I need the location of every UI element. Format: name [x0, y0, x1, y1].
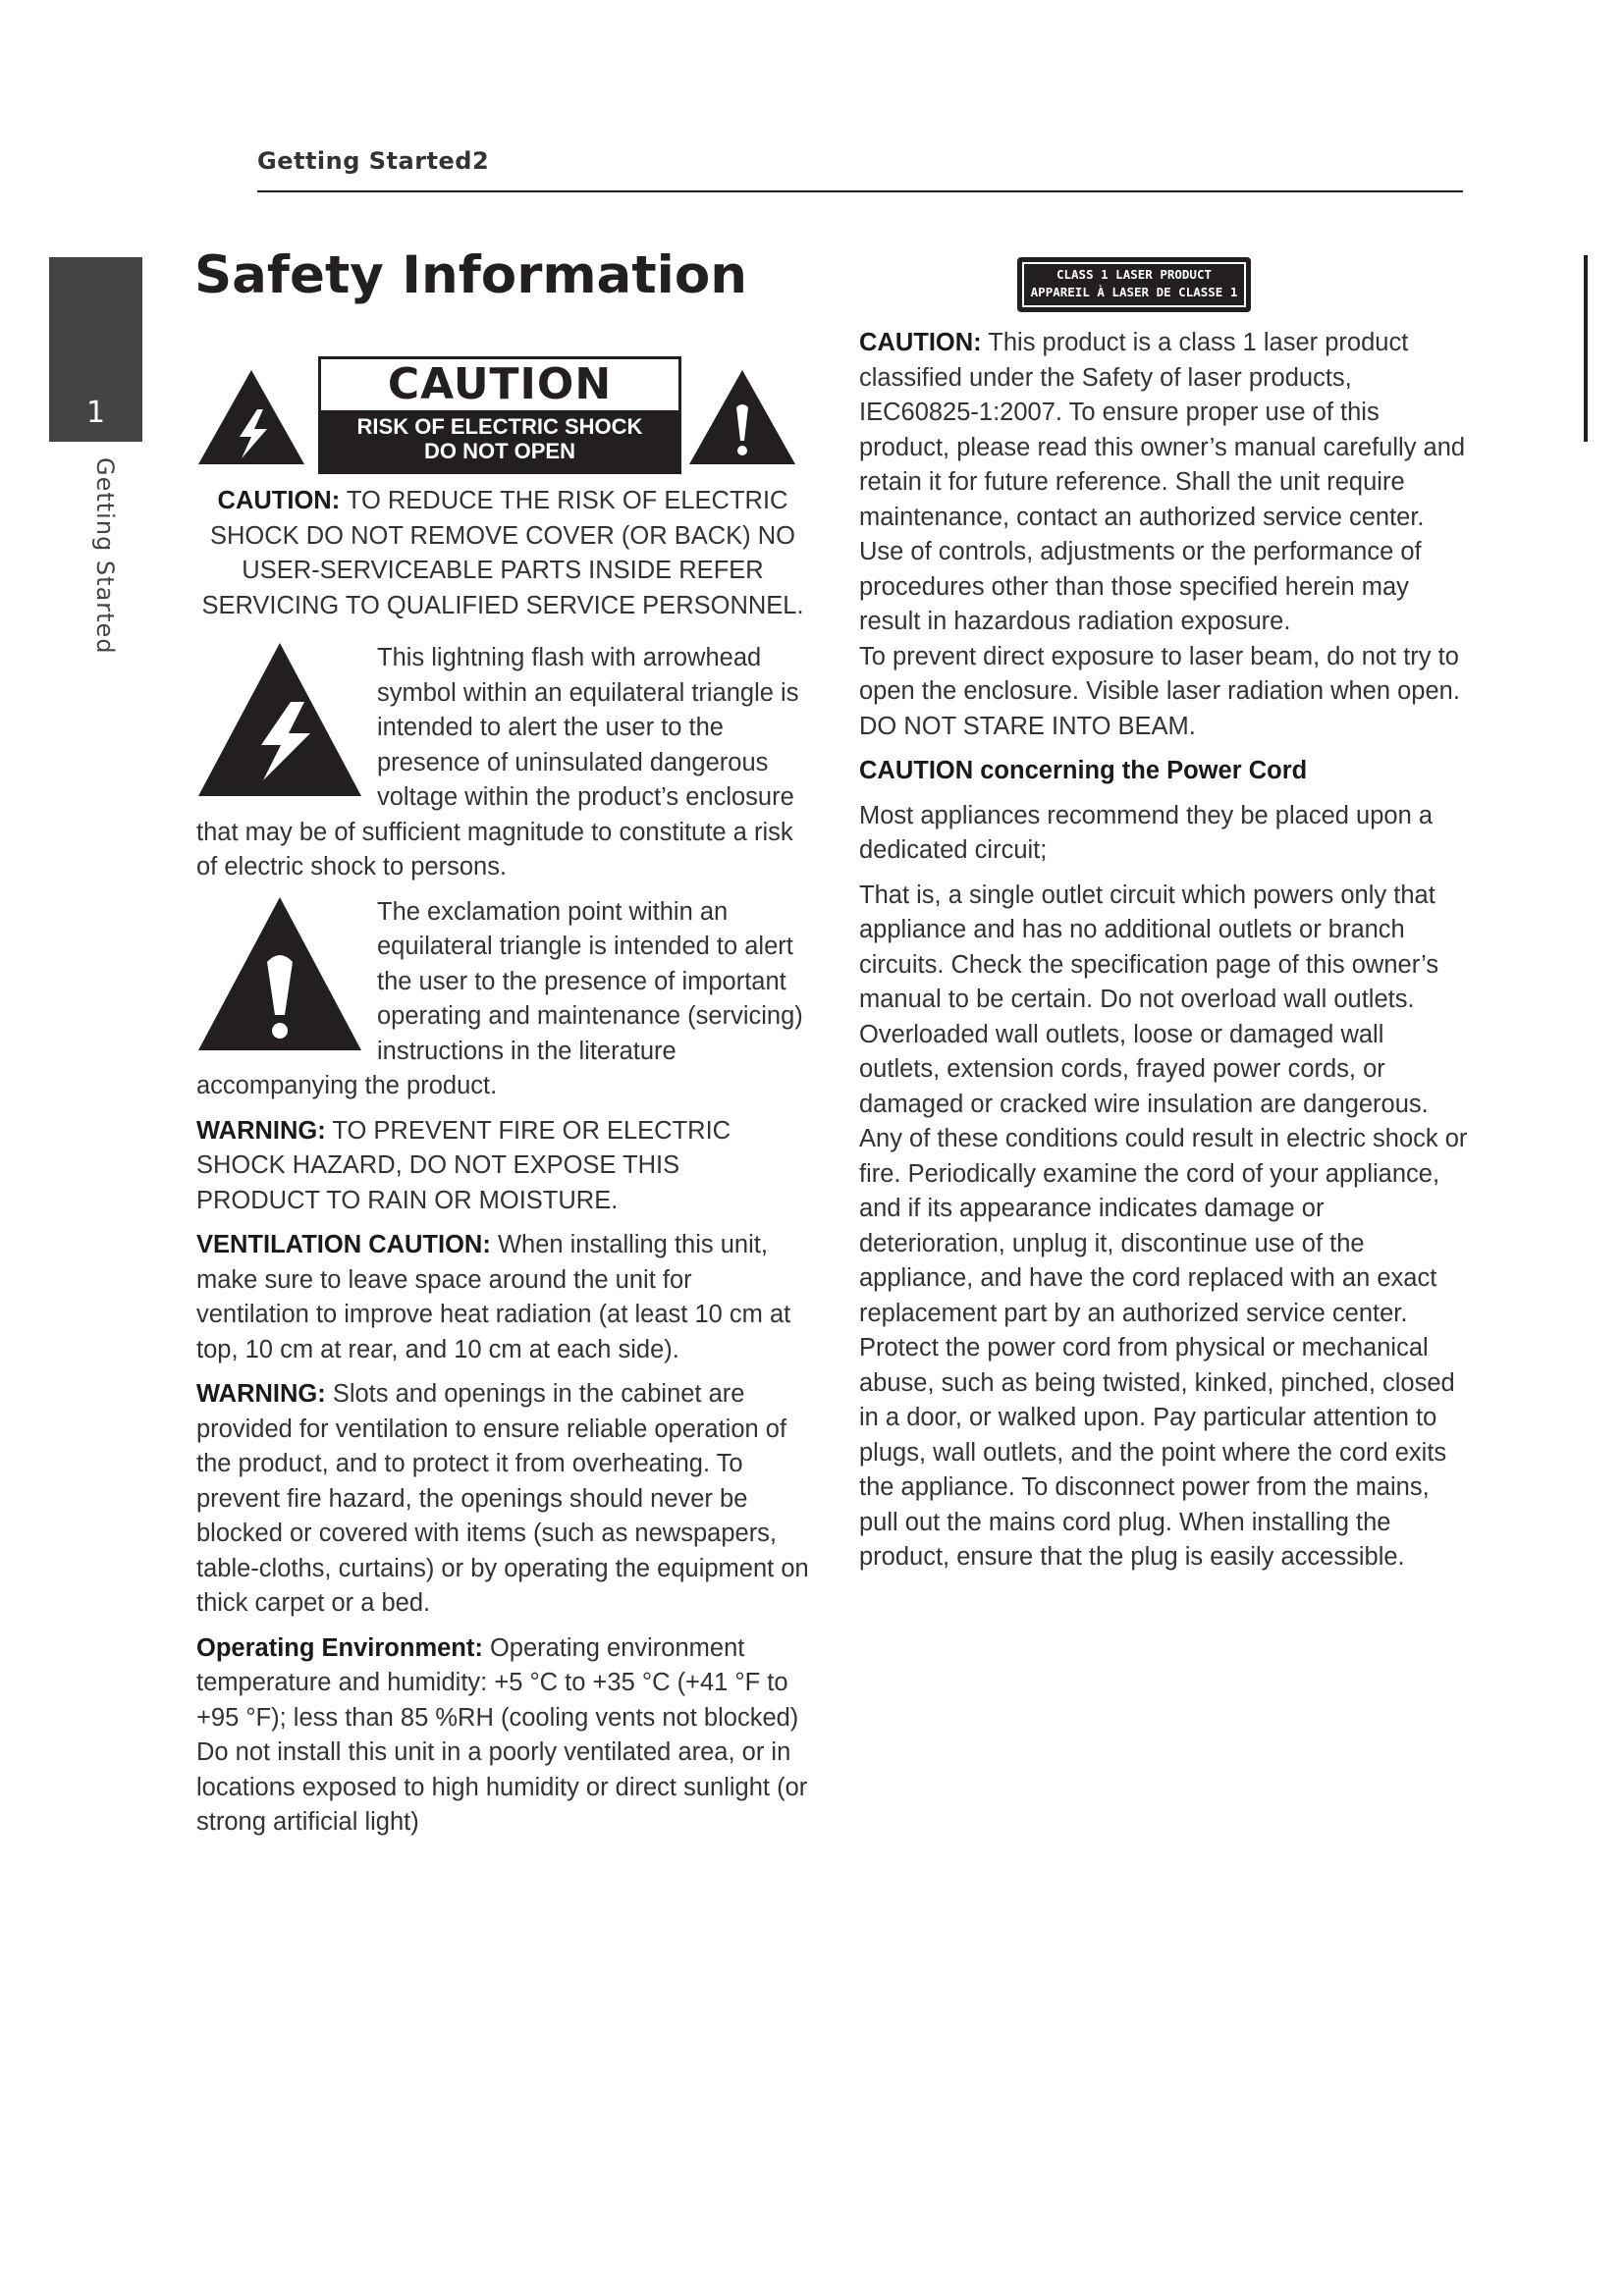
- laser-controls-paragraph: Use of controls, adjustments or the performance of procedures other than those specified herein may result in hazardous radiation exposure.: [859, 538, 1422, 635]
- chapter-side-label: Getting Started: [91, 457, 119, 655]
- power-cord-heading: CAUTION concerning the Power Cord: [859, 757, 1308, 784]
- margin-rule: [1584, 255, 1588, 442]
- warning-openings-text: Slots and openings in the cabinet are provided for ventilation to ensure reliable operation of the product, and to protect it from overheating. To prevent fire hazard, the openings should never be blocked or covered with items (such as newspapers, table-cloths, curtains) or by operating the equipment on thick carpet or a bed.: [196, 1380, 809, 1617]
- page-header: [257, 147, 1463, 192]
- caution-label-line1: RISK OF ELECTRIC SHOCK: [356, 414, 643, 439]
- lightning-symbol-text: This lightning flash with arrowhead symbol within an equilateral triangle is intended to alert the user to the presence of uninsulated dangerous voltage within the product’s enclosure that may be of sufficient magnitude to constitute a risk of electric shock to persons.: [196, 644, 799, 881]
- caution-banner: [196, 356, 809, 484]
- lightning-symbol-paragraph: [196, 641, 809, 885]
- laser-label-line1: CLASS 1 LASER PRODUCT: [1056, 267, 1213, 282]
- power-cord-paragraph-1: Most appliances recommend they be placed upon a dedicated circuit;: [859, 801, 1434, 864]
- laser-label-line2: APPAREIL À LASER DE CLASSE 1: [1030, 285, 1238, 299]
- warning-rain-paragraph: [196, 1114, 809, 1219]
- exclamation-warning-icon: [687, 368, 797, 466]
- right-column: [859, 257, 1468, 1585]
- laser-caution-label: CAUTION:: [859, 329, 982, 356]
- warning-rain-text: TO PREVENT FIRE OR ELECTRIC SHOCK HAZARD, DO NOT EXPOSE THIS PRODUCT TO RAIN OR MOISTURE.: [196, 1116, 731, 1214]
- operating-environment-paragraph: [196, 1631, 809, 1736]
- caution-label-box: [318, 356, 681, 474]
- page-title: Safety Information: [194, 245, 747, 305]
- laser-caution-text: This product is a class 1 laser product classified under the Safety of laser products, IEC60825-1:2007. To ensure proper use of this product, please read this owner’s manual carefully and retain it for future reference. Shall the unit require maintenance, contact an authorized service center.: [859, 329, 1466, 531]
- lightning-triangle-icon: [196, 641, 363, 798]
- chapter-tab: [49, 257, 142, 442]
- operating-environment-note: Do not install this unit in a poorly ventilated area, or in locations exposed to high humidity or direct sunlight (or strong artificial light): [196, 1738, 808, 1836]
- operating-environment-text: Operating environment temperature and humidity: +5 °C to +35 °C (+41 °F to +95 °F); less than 85 %RH (cooling vents not blocked): [196, 1633, 799, 1732]
- header-section: Getting Started: [257, 147, 472, 175]
- exclamation-triangle-icon: [196, 895, 363, 1052]
- warning-rain-label: WARNING:: [196, 1116, 326, 1145]
- ventilation-text: When installing this unit, make sure to leave space around the unit for ventilation to improve heat radiation (at least 10 cm at top, 10 cm at rear, and 10 cm at each side).: [196, 1231, 791, 1363]
- exclamation-symbol-text: The exclamation point within an equilateral triangle is intended to alert the user to the presence of important operating and maintenance (servicing) instructions in the literature accompanying the product.: [196, 897, 803, 1099]
- header-page-number: 2: [472, 147, 490, 175]
- laser-exposure-paragraph: To prevent direct exposure to laser beam, do not try to open the enclosure. Visible laser radiation when open. DO NOT STARE INTO BEAM.: [859, 642, 1460, 740]
- caution-instruction-text: TO REDUCE THE RISK OF ELECTRIC SHOCK DO NOT REMOVE COVER (OR BACK) NO USER-SERVICEABLE PARTS INSIDE REFER SERVICING TO QUALIFIED SERVICE PERSONNEL.: [201, 487, 804, 619]
- power-cord-paragraph-2: That is, a single outlet circuit which powers only that appliance and has no additional outlets or branch circuits. Check the specification page of this owner’s manual to be certain. Do not overload wall outlets. Overloaded wall outlets, loose or damaged wall outlets, extension cords, frayed power cords, or damaged or cracked wire insulation are dangerous. Any of these conditions could result in electric shock or fire. Periodically examine the cord of your appliance, and if its appearance indicates damage or deterioration, unplug it, discontinue use of the appliance, and have the cord replaced with an exact replacement part by an authorized service center. Protect the power cord from physical or mechanical abuse, such as being twisted, kinked, pinched, closed in a door, or walked upon. Pay particular attention to plugs, wall outlets, and the point where the cord exits the appliance. To disconnect power from the mains, pull out the mains cord plug. When installing the product, ensure that the plug is easily accessible.: [859, 881, 1468, 1571]
- caution-label-line2: DO NOT OPEN: [423, 439, 575, 463]
- chapter-number: 1: [85, 396, 106, 430]
- operating-environment-label: Operating Environment:: [196, 1633, 483, 1662]
- warning-openings-label: WARNING:: [196, 1380, 326, 1408]
- caution-instruction: [196, 484, 809, 623]
- caution-label-strip: [321, 410, 678, 471]
- ventilation-label: VENTILATION CAUTION:: [196, 1231, 491, 1258]
- caution-instruction-label: CAUTION:: [217, 487, 341, 514]
- laser-product-label: [1017, 257, 1251, 312]
- exclamation-symbol-paragraph: [196, 895, 809, 1104]
- left-column: [196, 359, 809, 1850]
- laser-caution-paragraph: [859, 326, 1468, 535]
- warning-openings-paragraph: [196, 1377, 809, 1622]
- caution-label-title: CAUTION: [387, 359, 613, 409]
- ventilation-paragraph: [196, 1228, 809, 1367]
- electric-shock-warning-icon: [196, 368, 306, 466]
